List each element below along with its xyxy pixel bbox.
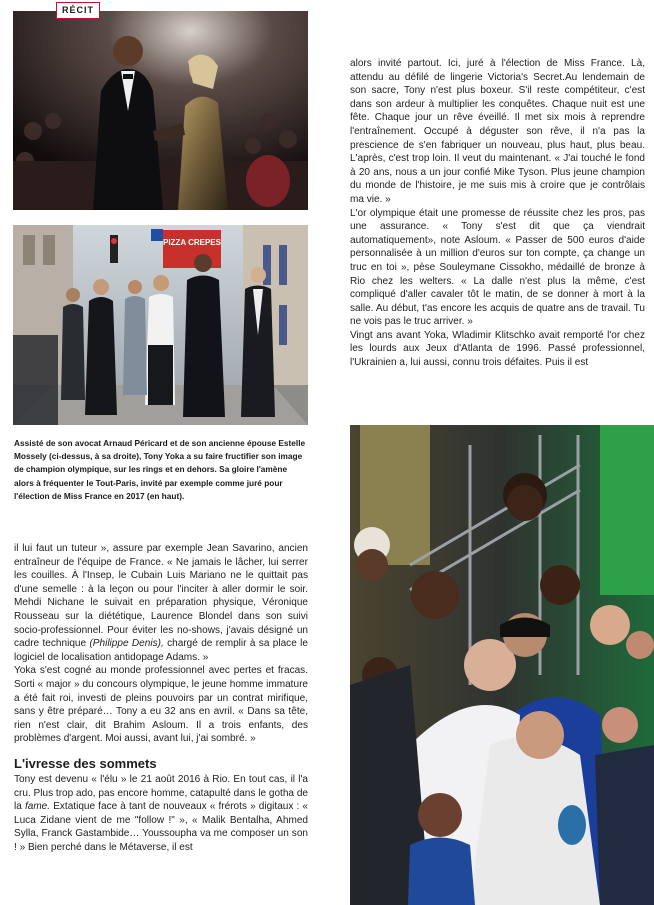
italic-run: fame.: [24, 801, 51, 813]
paragraph: [14, 542, 308, 664]
section-kicker: RÉCIT: [56, 2, 100, 19]
text-run: Extatique face à tant de nouveaux « frérots » digitaux : « Luca Zidane vient de me "follow !" », « Malik Bentalha, Ahmed Sylla, Franck Gastambide… Youssoupha va me composer un son ! » Bien perché dans le Métaverse, il est: [14, 801, 308, 853]
section-heading: L'ivresse des sommets: [14, 755, 157, 771]
italic-run: (Philippe Denis),: [89, 638, 164, 650]
tony-yoka-street-photo: [13, 225, 308, 425]
paragraph: [14, 773, 308, 855]
billboard-text: PIZZA CREPES: [163, 238, 221, 247]
photo-caption: Assisté de son avocat Arnaud Péricard et de son ancienne épouse Estelle Mossely (ci-dessus, à sa droite), Tony Yoka a su faire fructifier son image de champion olympique, sur les rings et en dehors. Sa gloire l'amène alors à fréquenter le Tout-Paris, invité par exemple comme juré pour l'élection de Miss France en 2017 (en haut).: [14, 438, 306, 501]
tony-yoka-miss-france-photo: [13, 11, 308, 210]
right-column-text: [350, 57, 645, 370]
paragraph: Vingt ans avant Yoka, Wladimir Klitschko avait remporté l'or chez les lourds aux Jeux d'Atlanta de 1996. Passé professionnel, l'Ukrainien a, lui aussi, connu trois défaites. Puis il est: [350, 329, 645, 369]
text-run: chargé de remplir à sa place le logiciel de localisation antidopage Adams. »: [14, 638, 308, 663]
left-column-text: [14, 542, 308, 854]
olympic-crowd-photo: [350, 425, 654, 905]
text-run: il lui faut un tuteur », assure par exemple Jean Savarino, ancien entraîneur de l'équipe de France. « Ne jamais le lâcher, lui serrer les couilles. À l'Insep, le Cubain Luis Mariano ne le quittait pas d'une semelle : à la leçon ou pour l'inciter à aller dormir le soir. Mehdi Nichane le suivait en préparation physique, Véronique Rousseau sur la diététique, Laurence Blondel dans son suivi socio-professionnel. Pour éviter les no-shows, j'avais désigné un cadre technique: [14, 543, 308, 650]
paragraph: alors invité partout. Ici, juré à l'élection de Miss France. Là, attendu au défilé de lingerie Victoria's Secret.Au lendemain de son sacre, Tony n'est plus boxeur. S'il reste compétiteur, c'est dans son ardeur à multiplier les conquêtes. Chaque nuit est une fête. Chaque jour un rêve éveillé. Il met six mois à reprendre l'entraînement. Occupé à déguster son rêve, il n'a pas la prescience de s'en fabriquer un nouveau, plus haut, plus beau. L'après, c'est trop loin. Il veut du maintenant. « J'ai touché le fond à 20 ans, nous a un jour confié Mike Tyson. Plus jeune champion du monde de l'histoire, je me suis mis à croire que je contrôlais ma vie. »: [350, 58, 645, 205]
paragraph: Yoka s'est cogné au monde professionnel avec pertes et fracas. Sorti « major » du concours olympique, le jeune homme immature a été fait roi, investi de pleins pouvoirs par un contrat mirifique, sans y être préparé… Tony a eu 32 ans en avril. « Dans sa tête, rien n'est clair, dit Brahim Asloum. Il a trois enfants, des problèmes d'argent. Moi aussi, avant lui, j'ai sombré. »: [14, 665, 308, 745]
paragraph: L'or olympique était une promesse de réussite chez les pros, pas une assurance. « Tony s'est dit que ça viendrait automatiquement», note Asloum. « Passer de 500 euros d'aide personnalisée à un million d'euros sur ton compte, ça change un truc en toi », pèse Souleymane Cissokho, médaillé de bronze à Rio chez les welters. « La dalle n'est plus la même, c'est compliqué d'aller cavaler tôt le matin, de se donner à mort à la salle. Au début, t'as encore les acquis de quatre ans de travail. Tu ne vois pas le truc arriver. »: [350, 207, 645, 328]
text-run: Tony est devenu « l'élu » le 21 août 2016 à Rio. En tout cas, il l'a cru. Plus trop ado, pas encore homme, catapulté dans le gotha de la: [14, 773, 308, 813]
